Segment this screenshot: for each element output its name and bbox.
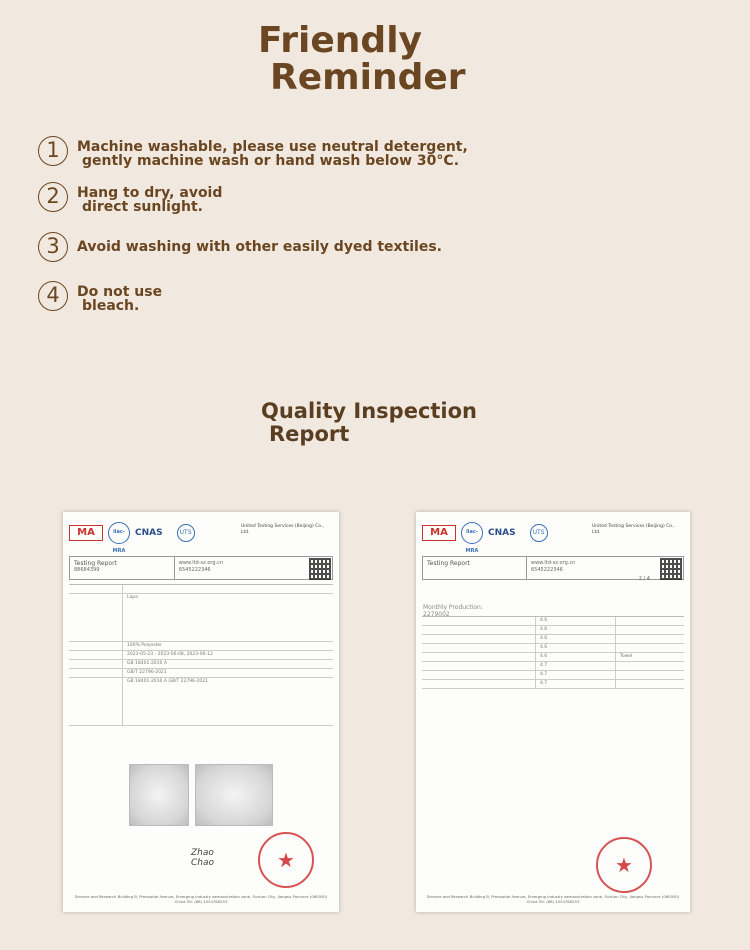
report-header [69,556,333,580]
cnas-logo: CNAS [135,528,163,538]
towel-label: Towel [620,654,633,659]
page-title [258,22,466,96]
production-info: Monthly Production: 2279002 [423,604,483,618]
tip-number: 2 [38,182,68,212]
table-row: GB 18401-2010 A [69,660,333,669]
tip-number: 1 [38,136,68,166]
table-row: 4.7 [422,671,684,680]
report-header-label: Testing Report [74,560,117,567]
table-row: 4.6 [422,635,684,644]
sample-photos [129,764,279,826]
lab-name: United Testing Services (Beijing) Co., Ltd. [592,524,675,535]
table-row: 4.7 [422,662,684,671]
report-table [422,616,684,689]
certification-logos [422,522,548,554]
table-row: 100% Polyester [69,642,333,651]
ilac-logo: ilac-MRA [108,522,130,544]
cnas-logo: CNAS [488,528,516,538]
table-row: 4.6 [422,644,684,653]
table-row: 2023-05-23 - 2023-06-08, 2023-06-12 [69,651,333,660]
title-line-2: Reminder [270,57,466,98]
tip-text [77,140,468,168]
uts-logo: UTS [530,524,548,542]
tip-line: direct sunlight. [82,199,203,215]
tip-line: Do not use [77,284,163,300]
cma-logo: MA [69,525,103,541]
tip-number: 4 [38,281,68,311]
tip-line: Avoid washing with other easily dyed textiles. [77,239,442,255]
qr-code [309,558,331,580]
tip-line: gently machine wash or hand wash below 30°C. [82,153,460,169]
care-tip [38,136,468,168]
tip-line: Machine washable, please use neutral detergent, [77,139,468,155]
tip-text [77,186,222,214]
tip-line: Hang to dry, avoid [77,185,223,201]
tip-number: 3 [38,232,68,262]
care-tip [38,281,162,313]
table-row: 4.6 [422,626,684,635]
cma-logo: MA [422,525,456,541]
official-stamp: ★ [596,837,652,893]
report-website: www.ltd-sz.org.cn [178,560,224,566]
table-row: GB 18401-2010 A GB/T 22796-2021 [69,678,333,726]
lab-name: United Testing Services (Beijing) Co., Ltd. [241,524,324,535]
report-website: www.ltd-sz.org.cn [531,560,576,566]
report-number: 88684399 [74,567,100,573]
report-table [69,584,333,726]
sample-photo [195,764,273,826]
report-code: 6545222346 [178,567,211,573]
table-row [69,585,333,594]
tip-text [77,285,162,313]
care-tip [38,182,222,214]
certification-logos [69,522,195,554]
report-code: 6545222346 [531,567,563,573]
inspection-report-page-2 [416,512,690,912]
ilac-logo: ilac-MRA [461,522,483,544]
report-footer: Science and Research Building B, Presswide Avenue, Emerging Industry demonstration zone, Suzhou City, Jiangsu Province (065000) China Tel: (86) 1034766253 [74,894,328,904]
uts-logo: UTS [177,524,195,542]
section-title [261,400,477,446]
table-row: Lapa [69,594,333,642]
inspection-report-page-1 [63,512,339,912]
care-tip [38,232,442,262]
table-row: GB/T 22796-2021 [69,669,333,678]
sample-photo [129,764,189,826]
signature: Zhao Chao [191,848,215,868]
report-header-label: Testing Report [427,560,470,567]
official-stamp: ★ [258,832,314,888]
tip-text [77,240,442,254]
table-row: 4.6 [422,617,684,626]
qr-code [660,558,682,580]
subtitle-line-1: Quality Inspection [261,399,478,423]
tip-line: bleach. [82,298,140,314]
table-row: 4.7 [422,680,684,689]
title-line-1: Friendly [258,20,423,61]
report-footer: Science and Research Building B, Presswide Avenue, Emerging Industry demonstration zone, Suzhou City, Jiangsu Province (065000) China Tel: (86) 1034766253 [426,894,680,904]
subtitle-line-2: Report [269,422,350,446]
table-row: 4.6 Towel [422,653,684,662]
page-number: 2 / 4 [638,576,650,582]
